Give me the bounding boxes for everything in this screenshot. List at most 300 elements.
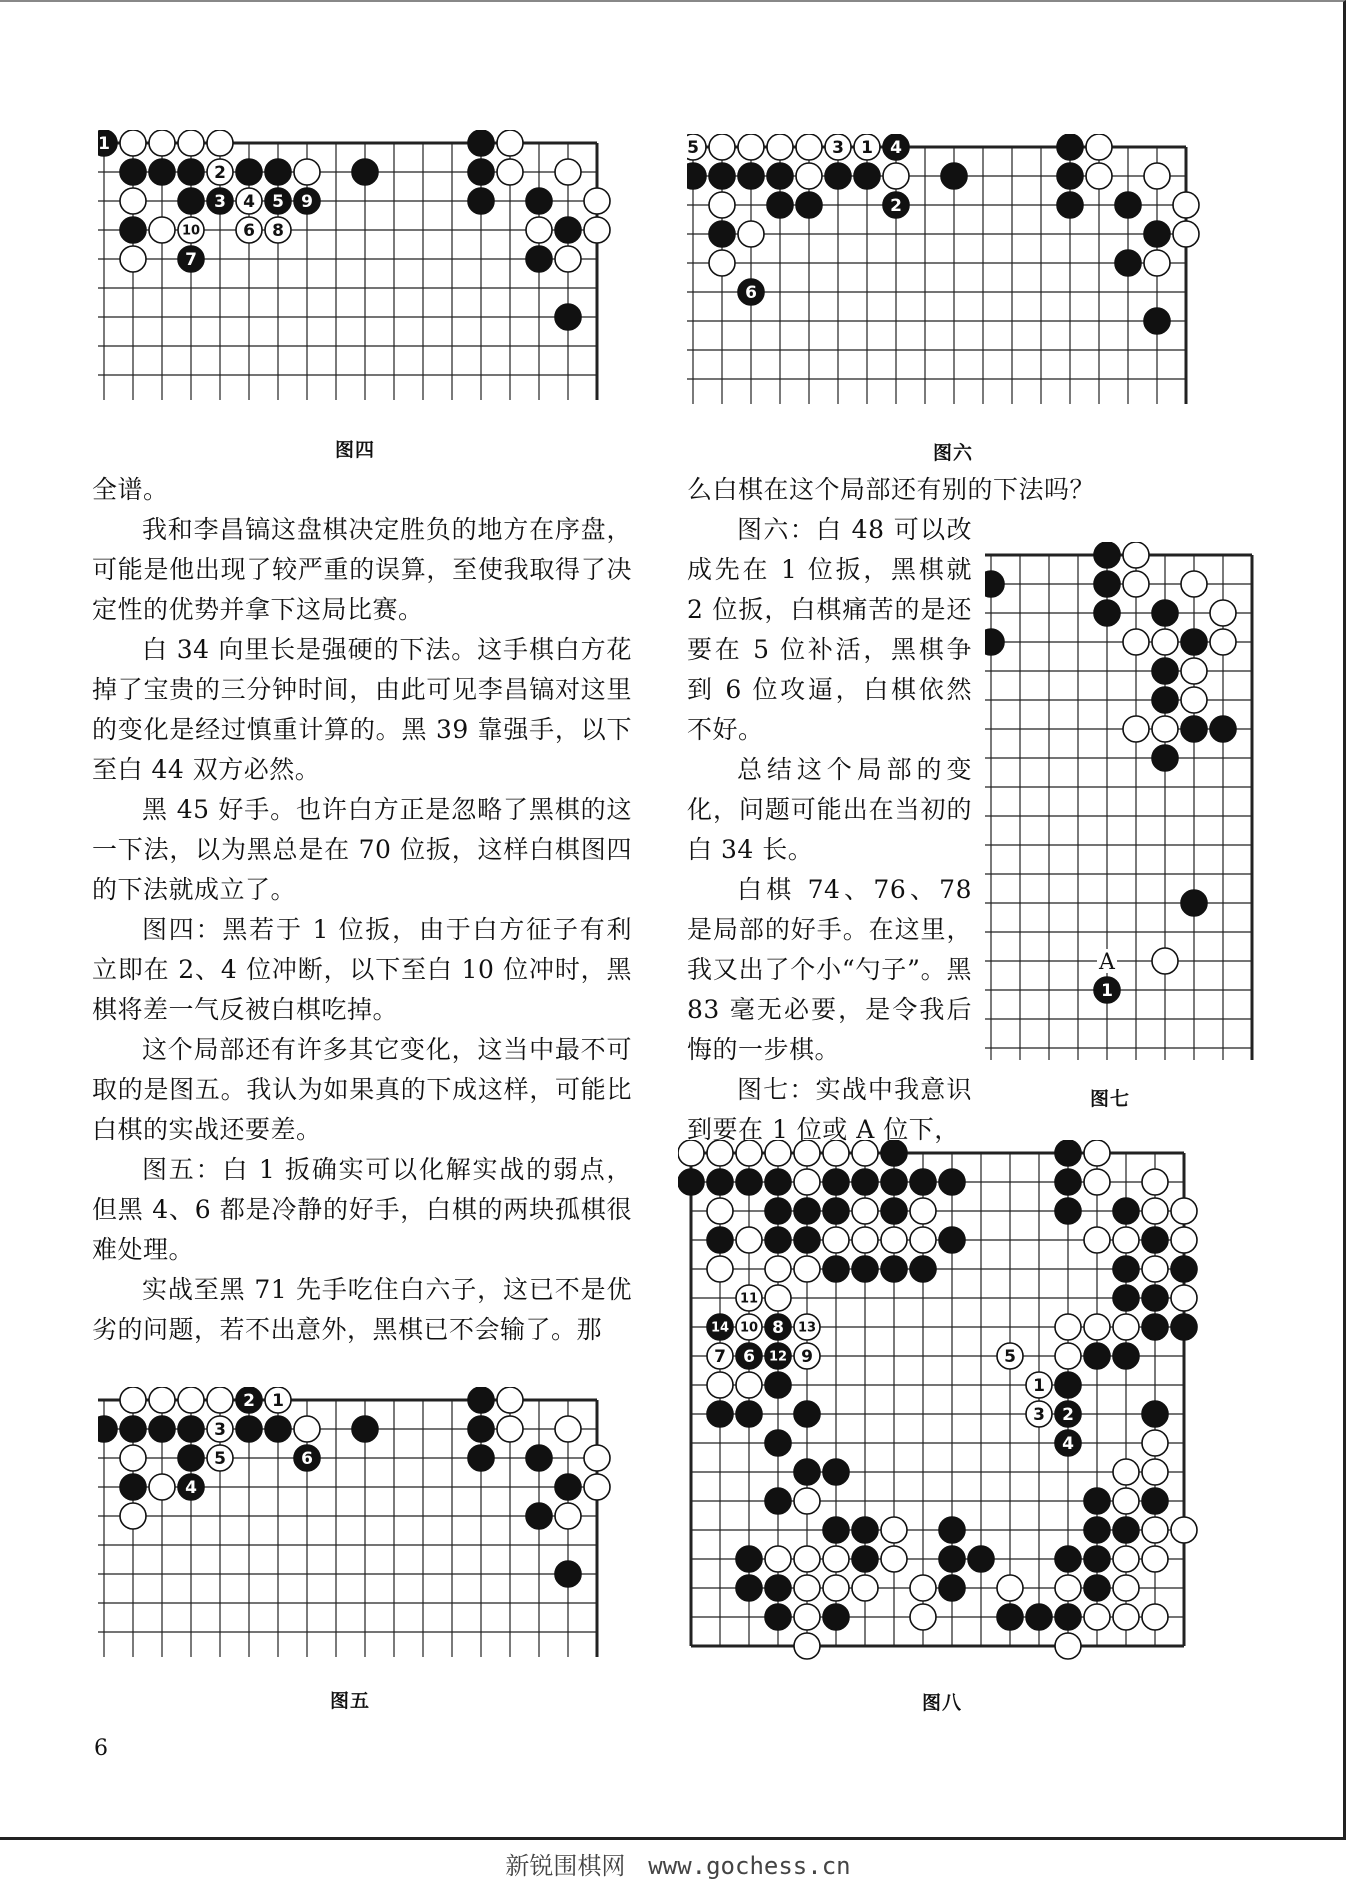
black-stone — [1057, 134, 1083, 160]
white-stone — [1142, 1459, 1168, 1485]
move-number: 2 — [214, 163, 226, 184]
white-stone — [178, 1387, 204, 1413]
black-stone — [736, 1401, 762, 1427]
white-stone — [1084, 1169, 1110, 1195]
white-stone — [767, 134, 793, 160]
black-stone — [825, 163, 851, 189]
white-stone — [120, 1445, 146, 1471]
white-stone — [910, 1604, 936, 1630]
black-stone — [823, 1198, 849, 1224]
white-stone — [738, 134, 764, 160]
move-number: 8 — [772, 1318, 784, 1339]
black-stone — [709, 163, 735, 189]
white-stone — [555, 159, 581, 185]
white-stone — [796, 134, 822, 160]
black-stone — [736, 1169, 762, 1195]
black-stone — [265, 159, 291, 185]
move-number: 5 — [1004, 1347, 1016, 1368]
black-stone — [1142, 1227, 1168, 1253]
black-stone — [968, 1546, 994, 1572]
white-stone — [1144, 163, 1170, 189]
black-stone — [1055, 1140, 1081, 1166]
move-number: 1 — [1101, 981, 1113, 1002]
black-stone — [1181, 716, 1207, 742]
paragraph: 我和李昌镐这盘棋决定胜负的地方在序盘，可能是他出现了较严重的误算，至使我取得了决定性的优势并拿下这局比赛。 — [92, 515, 632, 624]
go-diagram-fig6 — [687, 134, 1207, 406]
black-stone — [794, 1401, 820, 1427]
white-stone — [852, 1198, 878, 1224]
black-stone — [1142, 1401, 1168, 1427]
paragraph: 图六：白 48 可以改成先在 1 位扳，黑棋就 2 位扳，白棋痛苦的是还要在 5 位补活，黑棋争到 6 位攻逼，白棋依然不好。 — [687, 515, 972, 744]
black-stone — [1057, 192, 1083, 218]
white-stone — [207, 130, 233, 156]
black-stone — [120, 1416, 146, 1442]
caption-fig6: 图六 — [933, 442, 974, 464]
black-stone — [1055, 1169, 1081, 1195]
black-stone — [1142, 1285, 1168, 1311]
black-stone — [823, 1459, 849, 1485]
white-stone — [1055, 1314, 1081, 1340]
black-stone — [468, 1387, 494, 1413]
left-text-column — [92, 470, 632, 1350]
white-stone — [707, 1256, 733, 1282]
move-number: 5 — [214, 1449, 226, 1470]
black-stone — [1152, 687, 1178, 713]
black-stone — [1094, 571, 1120, 597]
black-stone — [852, 1517, 878, 1543]
black-stone — [526, 1503, 552, 1529]
move-number: 9 — [801, 1347, 813, 1368]
black-stone — [236, 1416, 262, 1442]
white-stone — [1173, 221, 1199, 247]
white-stone — [1152, 948, 1178, 974]
black-stone — [939, 1169, 965, 1195]
paragraph: 白棋 74、76、78 是局部的好手。在这里，我又出了个小“勺子”。黑 83 毫无必要，是令我后悔的一步棋。 — [687, 875, 972, 1064]
white-stone — [1084, 1140, 1110, 1166]
black-stone — [120, 1474, 146, 1500]
paragraph: 图七：实战中我意识到要在 1 位或 A 位下， — [687, 1075, 972, 1144]
white-stone — [1142, 1256, 1168, 1282]
black-stone — [1152, 658, 1178, 684]
black-stone — [1113, 1285, 1139, 1311]
white-stone — [584, 1445, 610, 1471]
move-number: 6 — [745, 283, 757, 304]
white-stone — [120, 1387, 146, 1413]
black-stone — [1094, 542, 1120, 568]
white-stone — [707, 1372, 733, 1398]
white-stone — [823, 1575, 849, 1601]
black-stone — [1115, 192, 1141, 218]
black-stone — [767, 192, 793, 218]
go-diagram-fig5 — [98, 1387, 618, 1659]
black-stone — [1055, 1372, 1081, 1398]
move-number: 2 — [1062, 1405, 1074, 1426]
white-stone — [709, 134, 735, 160]
black-stone — [852, 1169, 878, 1195]
white-stone — [1113, 1604, 1139, 1630]
black-stone — [1152, 600, 1178, 626]
white-stone — [1171, 1285, 1197, 1311]
black-stone — [555, 1561, 581, 1587]
black-stone — [1084, 1575, 1110, 1601]
white-stone — [1142, 1604, 1168, 1630]
black-stone — [823, 1169, 849, 1195]
caption-fig5: 图五 — [330, 1690, 371, 1712]
black-stone — [765, 1198, 791, 1224]
white-stone — [881, 1227, 907, 1253]
move-number: 2 — [890, 196, 902, 217]
white-stone — [555, 1503, 581, 1529]
black-stone — [236, 159, 262, 185]
move-number: 5 — [687, 138, 699, 159]
black-stone — [1113, 1198, 1139, 1224]
black-stone — [555, 1474, 581, 1500]
move-number: 14 — [710, 1320, 730, 1336]
move-number: 6 — [743, 1347, 755, 1368]
footer-site: 新锐围棋网 — [505, 1852, 626, 1880]
white-stone — [584, 1474, 610, 1500]
white-stone — [1171, 1198, 1197, 1224]
white-stone — [149, 1387, 175, 1413]
black-stone — [526, 1445, 552, 1471]
black-stone — [178, 1445, 204, 1471]
move-number: 1 — [272, 1391, 284, 1412]
black-stone — [765, 1604, 791, 1630]
black-stone — [1055, 1604, 1081, 1630]
white-stone — [794, 1575, 820, 1601]
paragraph: 实战至黑 71 先手吃住白六子，这已不是优劣的问题，若不出意外，黑棋已不会输了。那 — [92, 1275, 632, 1344]
white-stone — [1123, 542, 1149, 568]
white-stone — [149, 217, 175, 243]
move-number: 9 — [301, 192, 313, 213]
move-number: 7 — [714, 1347, 726, 1368]
black-stone — [765, 1372, 791, 1398]
move-number: 12 — [768, 1349, 788, 1365]
white-stone — [1086, 163, 1112, 189]
white-stone — [765, 1256, 791, 1282]
white-stone — [526, 217, 552, 243]
white-stone — [1171, 1517, 1197, 1543]
white-stone — [883, 163, 909, 189]
black-stone — [881, 1256, 907, 1282]
black-stone — [120, 159, 146, 185]
paragraph: 黑 45 好手。也许白方正是忽略了黑棋的这一下法，以为黑总是在 70 位扳，这样白棋图四的下法就成立了。 — [92, 795, 632, 904]
black-stone — [687, 163, 706, 189]
white-stone — [294, 159, 320, 185]
black-stone — [1113, 1343, 1139, 1369]
black-stone — [468, 188, 494, 214]
black-stone — [120, 217, 146, 243]
black-stone — [1055, 1198, 1081, 1224]
board-grid — [98, 1400, 597, 1657]
black-stone — [1171, 1314, 1197, 1340]
black-stone — [468, 1445, 494, 1471]
white-stone — [1210, 600, 1236, 626]
white-stone — [852, 1227, 878, 1253]
move-number: 4 — [1062, 1434, 1074, 1455]
black-stone — [1084, 1343, 1110, 1369]
go-diagram-fig4 — [98, 130, 618, 402]
black-stone — [1084, 1488, 1110, 1514]
white-stone — [1113, 1314, 1139, 1340]
black-stone — [1181, 890, 1207, 916]
white-stone — [1113, 1575, 1139, 1601]
black-stone — [939, 1517, 965, 1543]
white-stone — [1055, 1575, 1081, 1601]
black-stone — [823, 1604, 849, 1630]
black-stone — [852, 1256, 878, 1282]
white-stone — [910, 1198, 936, 1224]
white-stone — [1123, 629, 1149, 655]
white-stone — [555, 246, 581, 272]
caption-fig4: 图四 — [335, 439, 376, 461]
move-number: 3 — [1033, 1405, 1045, 1426]
black-stone — [985, 571, 1004, 597]
black-stone — [765, 1575, 791, 1601]
black-stone — [1113, 1517, 1139, 1543]
black-stone — [939, 1227, 965, 1253]
black-stone — [881, 1169, 907, 1195]
white-stone — [294, 1416, 320, 1442]
move-number: 4 — [243, 192, 255, 213]
white-stone — [497, 159, 523, 185]
move-number: 3 — [832, 138, 844, 159]
black-stone — [1084, 1546, 1110, 1572]
white-stone — [1055, 1343, 1081, 1369]
white-stone — [1055, 1633, 1081, 1659]
black-stone — [709, 221, 735, 247]
board-grid — [98, 143, 597, 400]
white-stone — [796, 163, 822, 189]
black-stone — [555, 304, 581, 330]
move-number: 1 — [861, 138, 873, 159]
white-stone — [794, 1633, 820, 1659]
black-stone — [1057, 163, 1083, 189]
white-stone — [1152, 716, 1178, 742]
black-stone — [468, 130, 494, 156]
black-stone — [765, 1227, 791, 1253]
black-stone — [910, 1169, 936, 1195]
white-stone — [584, 217, 610, 243]
black-stone — [794, 1227, 820, 1253]
white-stone — [120, 130, 146, 156]
white-stone — [738, 221, 764, 247]
black-stone — [526, 246, 552, 272]
black-stone — [707, 1169, 733, 1195]
move-number: 2 — [243, 1391, 255, 1412]
white-stone — [1123, 571, 1149, 597]
black-stone — [736, 1546, 762, 1572]
white-stone — [1142, 1546, 1168, 1572]
white-stone — [149, 130, 175, 156]
black-stone — [823, 1517, 849, 1543]
white-stone — [1084, 1227, 1110, 1253]
point-label: A — [1099, 950, 1115, 975]
black-stone — [707, 1401, 733, 1427]
white-stone — [497, 130, 523, 156]
page-number: 6 — [94, 1736, 108, 1761]
black-stone — [1084, 1517, 1110, 1543]
white-stone — [794, 1488, 820, 1514]
white-stone — [1142, 1198, 1168, 1224]
black-stone — [555, 217, 581, 243]
black-stone — [1210, 716, 1236, 742]
white-stone — [1173, 192, 1199, 218]
white-stone — [852, 1575, 878, 1601]
white-stone — [709, 250, 735, 276]
white-stone — [709, 192, 735, 218]
black-stone — [178, 159, 204, 185]
right-text-column — [687, 510, 972, 1150]
move-number: 6 — [243, 221, 255, 242]
black-stone — [794, 1459, 820, 1485]
white-stone — [707, 1198, 733, 1224]
white-stone — [1113, 1459, 1139, 1485]
black-stone — [178, 188, 204, 214]
white-stone — [736, 1227, 762, 1253]
black-stone — [526, 188, 552, 214]
black-stone — [678, 1169, 704, 1195]
move-number: 10 — [739, 1320, 759, 1336]
black-stone — [468, 159, 494, 185]
white-stone — [1181, 687, 1207, 713]
paragraph: 图五：白 1 扳确实可以化解实战的弱点，但黑 4、6 都是冷静的好手，白棋的两块孤棋很难处理。 — [92, 1155, 632, 1264]
move-number: 3 — [214, 1420, 226, 1441]
black-stone — [1142, 1314, 1168, 1340]
move-number: 11 — [739, 1291, 759, 1307]
black-stone — [997, 1604, 1023, 1630]
move-number: 5 — [272, 192, 284, 213]
move-number: 13 — [797, 1320, 817, 1336]
white-stone — [794, 1169, 820, 1195]
white-stone — [149, 1474, 175, 1500]
black-stone — [852, 1546, 878, 1572]
black-stone — [939, 1575, 965, 1601]
move-number: 4 — [890, 138, 902, 159]
white-stone — [1171, 1227, 1197, 1253]
move-number: 10 — [181, 223, 201, 239]
black-stone — [1113, 1256, 1139, 1282]
black-stone — [98, 1416, 117, 1442]
white-stone — [881, 1517, 907, 1543]
black-stone — [149, 1416, 175, 1442]
caption-fig8: 图八 — [922, 1692, 963, 1714]
black-stone — [352, 1416, 378, 1442]
black-stone — [765, 1488, 791, 1514]
white-stone — [120, 246, 146, 272]
white-stone — [120, 188, 146, 214]
white-stone — [823, 1227, 849, 1253]
white-stone — [910, 1575, 936, 1601]
white-stone — [1144, 250, 1170, 276]
paragraph: 这个局部还有许多其它变化，这当中最不可取的是图五。我认为如果真的下成这样，可能比白棋的实战还要差。 — [92, 1035, 632, 1144]
white-stone — [910, 1227, 936, 1253]
black-stone — [352, 159, 378, 185]
black-stone — [881, 1198, 907, 1224]
black-stone — [468, 1416, 494, 1442]
white-stone — [823, 1546, 849, 1572]
white-stone — [120, 1503, 146, 1529]
paragraph: 白 34 向里长是强硬的下法。这手棋白方花掉了宝贵的三分钟时间，由此可见李昌镐对这里的变化是经过慎重计算的。黑 39 靠强手，以下至白 44 双方必然。 — [92, 635, 632, 784]
white-stone — [1181, 571, 1207, 597]
white-stone — [736, 1372, 762, 1398]
right-text-top — [687, 470, 1247, 510]
black-stone — [1115, 250, 1141, 276]
footer — [0, 1846, 1356, 1881]
black-stone — [178, 1416, 204, 1442]
move-number: 8 — [272, 221, 284, 242]
white-stone — [555, 1416, 581, 1442]
white-stone — [497, 1387, 523, 1413]
black-stone — [1026, 1604, 1052, 1630]
white-stone — [1113, 1227, 1139, 1253]
white-stone — [765, 1285, 791, 1311]
move-number: 4 — [185, 1478, 197, 1499]
black-stone — [910, 1256, 936, 1282]
black-stone — [1144, 221, 1170, 247]
paragraph: 全谱。 — [92, 475, 169, 504]
black-stone — [939, 1546, 965, 1572]
black-stone — [765, 1430, 791, 1456]
white-stone — [497, 1416, 523, 1442]
go-diagram-fig7 — [985, 542, 1265, 1062]
board-grid — [687, 147, 1186, 404]
black-stone — [823, 1256, 849, 1282]
caption-fig7: 图七 — [1090, 1088, 1131, 1110]
white-stone — [765, 1546, 791, 1572]
footer-url: www.gochess.cn — [648, 1852, 851, 1880]
white-stone — [1181, 658, 1207, 684]
white-stone — [1086, 134, 1112, 160]
paragraph: 么白棋在这个局部还有别的下法吗？ — [687, 475, 1096, 504]
white-stone — [1142, 1517, 1168, 1543]
white-stone — [794, 1604, 820, 1630]
white-stone — [207, 1387, 233, 1413]
black-stone — [149, 159, 175, 185]
white-stone — [794, 1546, 820, 1572]
go-diagram-fig8 — [678, 1140, 1198, 1660]
black-stone — [1055, 1546, 1081, 1572]
black-stone — [765, 1169, 791, 1195]
white-stone — [1084, 1314, 1110, 1340]
white-stone — [997, 1575, 1023, 1601]
black-stone — [941, 163, 967, 189]
move-number: 3 — [214, 192, 226, 213]
white-stone — [1113, 1546, 1139, 1572]
black-stone — [1152, 745, 1178, 771]
move-number: 1 — [98, 134, 110, 155]
black-stone — [736, 1575, 762, 1601]
black-stone — [794, 1198, 820, 1224]
black-stone — [767, 163, 793, 189]
white-stone — [1152, 629, 1178, 655]
black-stone — [1181, 629, 1207, 655]
black-stone — [265, 1416, 291, 1442]
white-stone — [584, 188, 610, 214]
white-stone — [1084, 1604, 1110, 1630]
board-grid — [691, 1153, 1184, 1646]
black-stone — [738, 163, 764, 189]
move-number: 6 — [301, 1449, 313, 1470]
white-stone — [881, 1546, 907, 1572]
black-stone — [1142, 1488, 1168, 1514]
white-stone — [1142, 1169, 1168, 1195]
black-stone — [1094, 600, 1120, 626]
black-stone — [985, 629, 1004, 655]
paragraph: 总结这个局部的变化，问题可能出在当初的白 34 长。 — [687, 755, 972, 864]
move-number: 1 — [1033, 1376, 1045, 1397]
white-stone — [1123, 716, 1149, 742]
